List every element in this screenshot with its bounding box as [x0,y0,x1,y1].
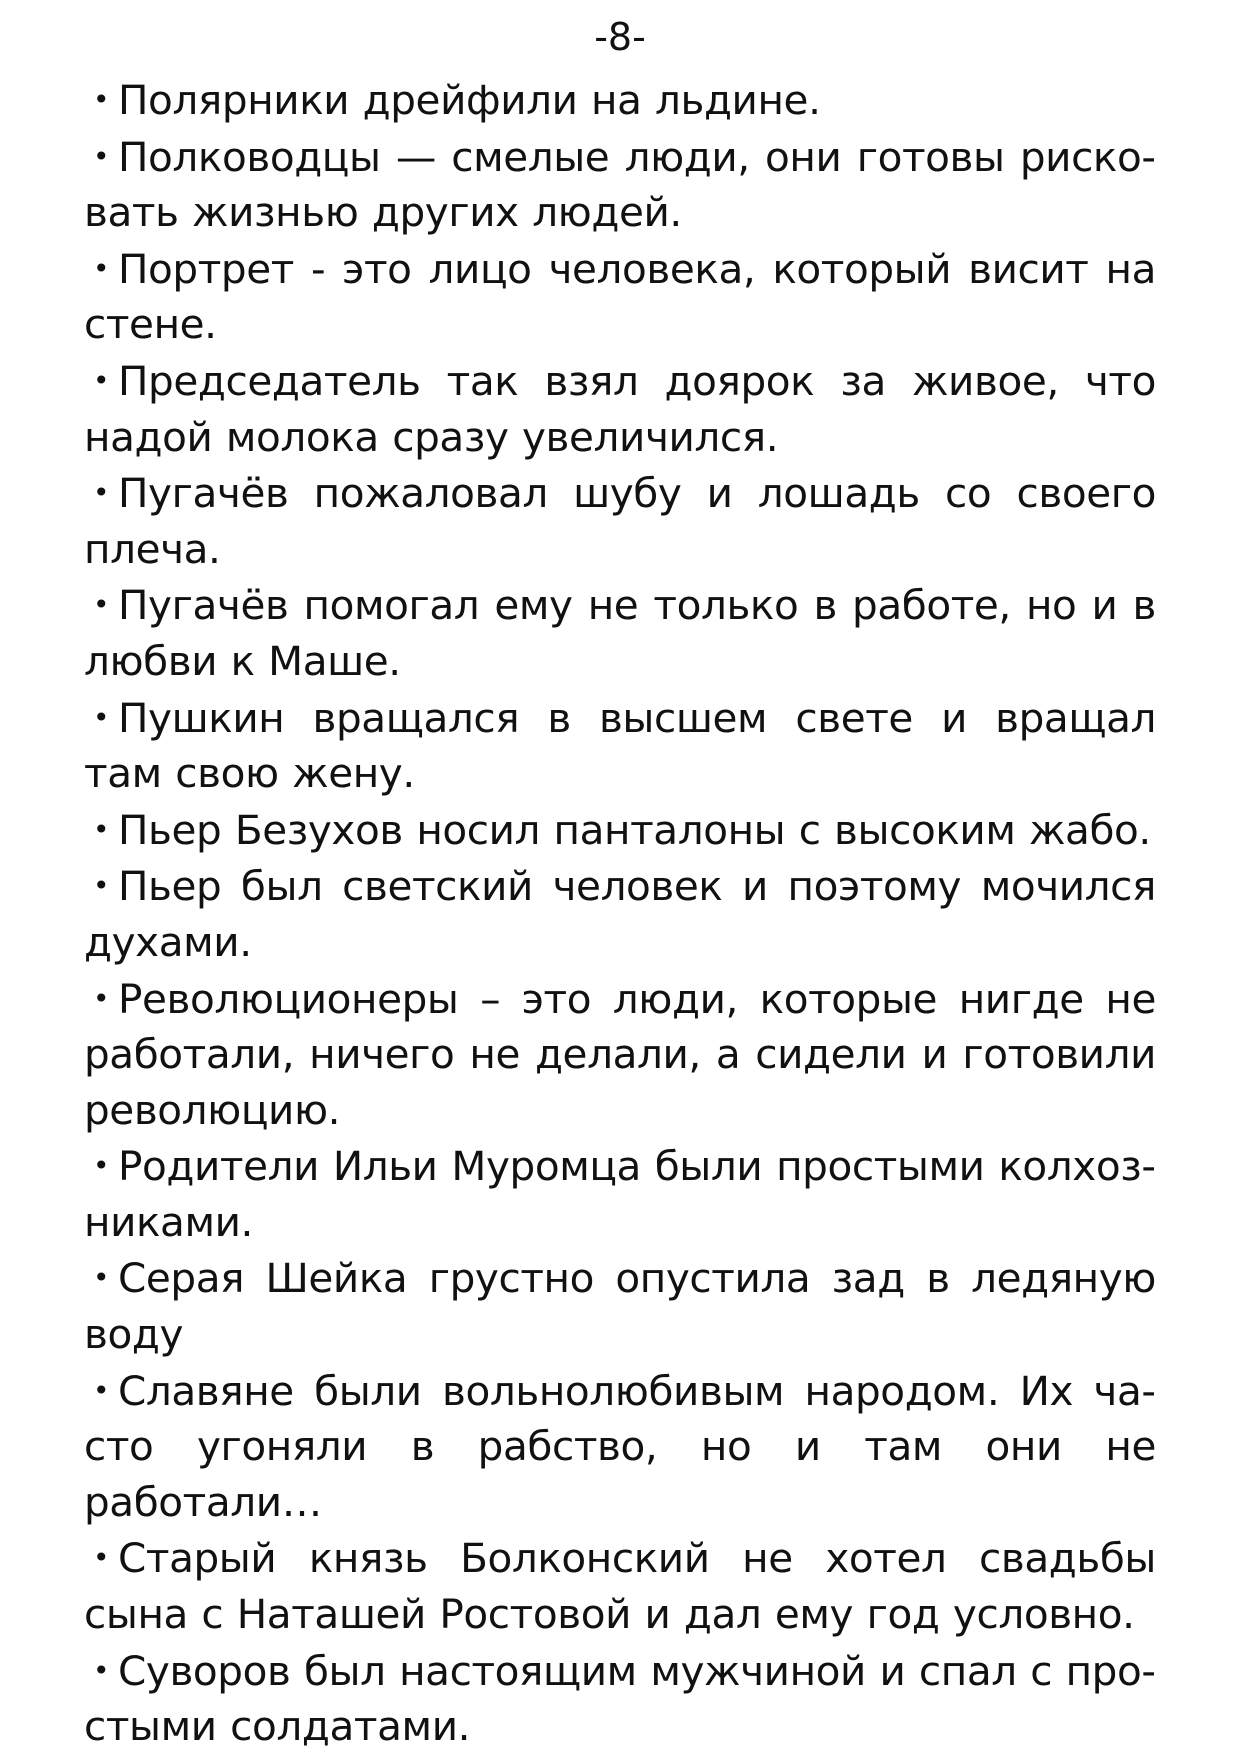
bullet-icon: • [92,1373,110,1407]
entry-text: Портрет - это лицо человека, который висит на стене. [84,244,1156,349]
list-item [84,465,1156,577]
bullet-icon: • [92,1541,110,1575]
list-item [84,971,1156,1139]
bullet-icon: • [92,363,110,397]
entry-text: Суворов был настоящим мужчиной и спал с простыми солдатами. [84,1646,1156,1751]
list-item [84,690,1156,802]
list-item [84,1138,1156,1250]
bullet-icon: • [92,700,110,734]
list-item [84,1530,1156,1642]
page-number: -8- [594,15,646,59]
entry-text: Полководцы — смелые люди, они готовы рисковать жизнью других людей. [84,132,1156,237]
entry-list [84,72,1156,1755]
bullet-icon: • [92,1261,110,1295]
list-item [84,1643,1156,1755]
list-item [84,72,1156,129]
list-item [84,129,1156,241]
bullet-icon: • [92,1149,110,1183]
list-item [84,802,1156,859]
list-item [84,1250,1156,1362]
entry-text: Пушкин вращался в высшем свете и вращал там свою жену. [84,693,1156,798]
entry-text: Революционеры – это люди, которые нигде не работали, ничего не делали, а сидели и готовили революцию. [84,974,1156,1134]
bullet-icon: • [92,139,110,173]
bullet-icon: • [92,1653,110,1687]
bullet-icon: • [92,588,110,622]
list-item [84,858,1156,970]
entry-text: Серая Шейка грустно опустила зад в ледяную воду [84,1254,1156,1359]
bullet-icon: • [92,869,110,903]
bullet-icon: • [92,981,110,1015]
list-item [84,241,1156,353]
entry-text: Пугачёв помогал ему не только в работе, но и в любви к Маше. [84,581,1156,685]
bullet-icon: • [92,476,110,510]
list-item [84,1363,1156,1531]
entry-text: Полярники дрейфили на льдине. [118,76,821,124]
entry-text: Председатель так взял доярок за живое, что надой молока сразу увеличился. [84,356,1156,461]
list-item [84,577,1156,689]
entry-text: Пьер Безухов носил панталоны с высоким жабо. [118,805,1151,854]
entry-text: Старый князь Болконский не хотел свадьбы сына с Наташей Ростовой и дал ему год условно. [84,1534,1156,1639]
entry-text: Славяне были вольнолюбивым народом. Их часто угоняли в рабство, но и там они не работали… [84,1366,1156,1526]
entry-text: Пьер был светский человек и поэтому мочился духами. [84,862,1156,966]
bullet-icon: • [92,812,110,846]
entry-text: Родители Ильи Муромца были простыми колхозниками. [84,1142,1156,1246]
bullet-icon: • [92,83,110,116]
bullet-icon: • [92,251,110,285]
list-item [84,353,1156,465]
entry-text: Пугачёв пожаловал шубу и лошадь со своего плеча. [84,469,1156,573]
